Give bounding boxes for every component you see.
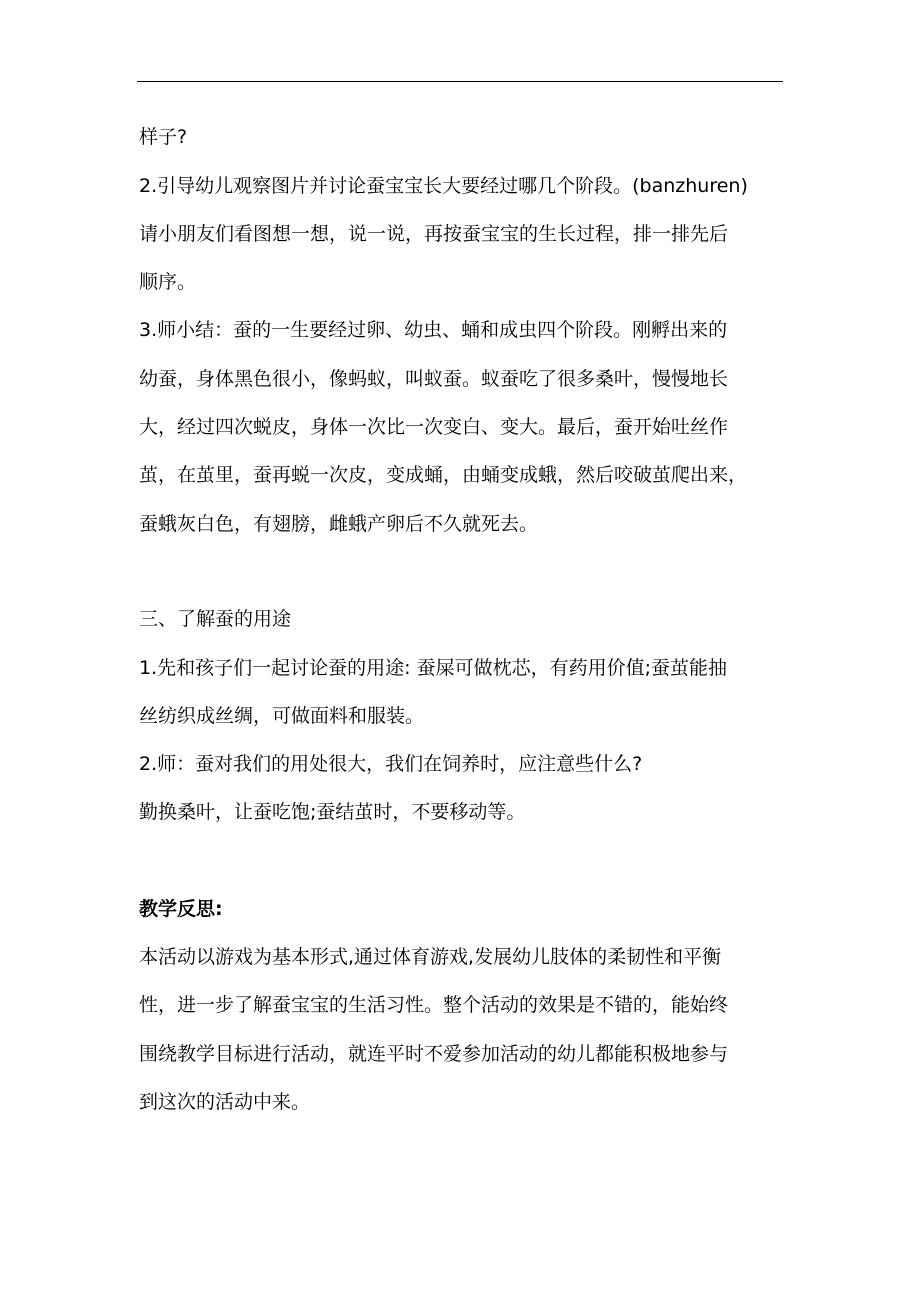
text-line-9: 蚕蛾灰白色，有翅膀，雌蛾产卵后不久就死去。 [139,513,539,535]
text-line-3: 请小朋友们看图想一想，说一说，再按蚕宝宝的生长过程，排一排先后 [139,223,729,245]
header-rule [137,81,783,82]
text-line-13: 2.师：蚕对我们的用处很大，我们在饲养时，应注意些什么? [139,753,643,775]
text-line-12: 丝纺织成丝绸，可做面料和服装。 [139,705,425,727]
text-line-11: 1.先和孩子们一起讨论蚕的用途: 蚕屎可做枕芯，有药用价值;蚕茧能抽 [139,657,727,679]
section-heading: 三、了解蚕的用途 [139,608,292,630]
reflection-heading: 教学反思: [139,898,223,920]
text-line-1: 样子? [139,126,188,148]
text-line-14: 勤换桑叶，让蚕吃饱;蚕结茧时，不要移动等。 [139,801,526,823]
text-line-19: 到这次的活动中来。 [139,1091,311,1113]
text-line-2: 2.引导幼儿观察图片并讨论蚕宝宝长大要经过哪几个阶段。(banzhuren) [139,175,748,197]
text-line-8: 茧，在茧里，蚕再蜕一次皮，变成蛹，由蛹变成蛾，然后咬破茧爬出来， [139,464,748,486]
text-line-6: 幼蚕，身体黑色很小，像蚂蚁，叫蚁蚕。蚁蚕吃了很多桑叶，慢慢地长 [139,368,729,390]
text-line-17: 性，进一步了解蚕宝宝的生活习性。整个活动的效果是不错的，能始终 [139,994,729,1016]
text-line-18: 围绕教学目标进行活动，就连平时不爱参加活动的幼儿都能积极地参与 [139,1043,729,1065]
text-line-5: 3.师小结：蚕的一生要经过卵、幼虫、蛹和成虫四个阶段。刚孵出来的 [139,319,728,341]
text-line-4: 顺序。 [139,271,197,293]
text-line-7: 大，经过四次蜕皮，身体一次比一次变白、变大。最后，蚕开始吐丝作 [139,416,729,438]
text-line-16: 本活动以游戏为基本形式,通过体育游戏,发展幼儿肢体的柔韧性和平衡 [139,946,722,968]
